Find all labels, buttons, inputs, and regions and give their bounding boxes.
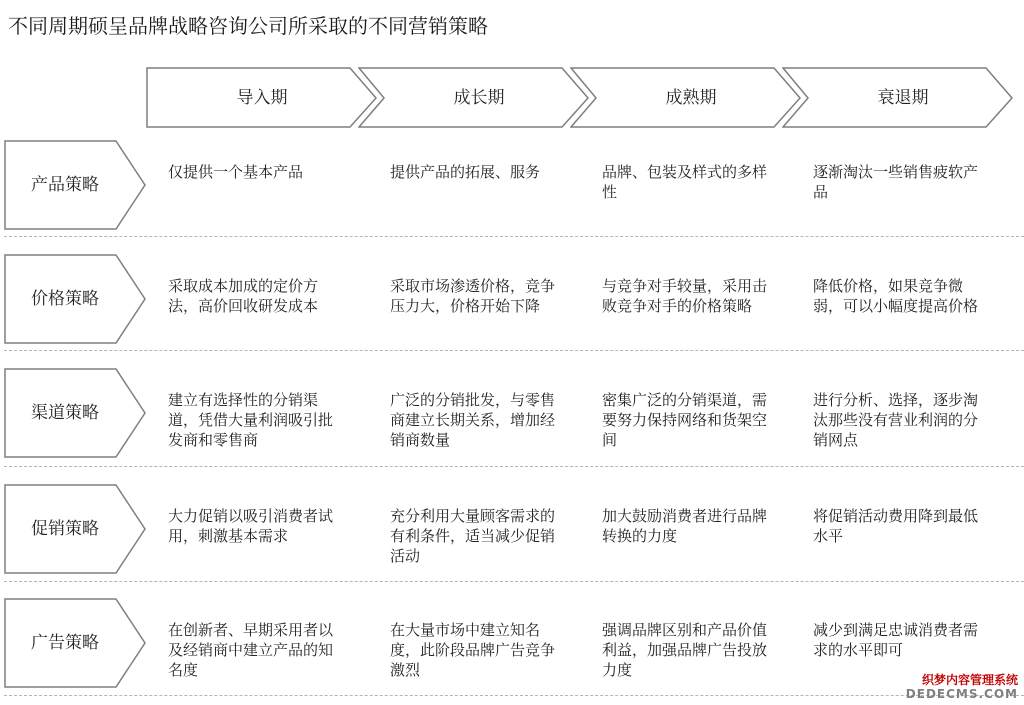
strategy-cell: 充分利用大量顾客需求的有利条件，适当减少促销活动 bbox=[390, 507, 556, 565]
row-divider bbox=[4, 236, 1024, 237]
strategy-label: 渠道策略 bbox=[31, 403, 99, 423]
strategy-cell: 仅提供一个基本产品 bbox=[168, 163, 304, 181]
row-divider bbox=[4, 695, 1024, 696]
phase-label: 衰退期 bbox=[877, 88, 929, 108]
strategy-label: 广告策略 bbox=[31, 633, 99, 653]
strategy-cell: 采取市场渗透价格，竞争压力大，价格开始下降 bbox=[390, 277, 556, 315]
strategy-cell: 采取成本加成的定价方法，高价回收研发成本 bbox=[168, 277, 319, 315]
diagram-title: 不同周期硕呈品牌战略咨询公司所采取的不同营销策略 bbox=[8, 14, 488, 38]
phase-label: 导入期 bbox=[236, 88, 288, 108]
strategy-cell: 加大鼓励消费者进行品牌转换的力度 bbox=[602, 507, 768, 545]
strategy-cell: 在大量市场中建立知名度，此阶段品牌广告竞争激烈 bbox=[390, 621, 556, 679]
strategy-cell: 大力促销以吸引消费者试用，刺激基本需求 bbox=[168, 507, 334, 545]
strategy-cell: 逐渐淘汰一些销售疲软产品 bbox=[813, 163, 979, 201]
strategy-pentagon bbox=[4, 254, 146, 344]
strategy-cell: 建立有选择性的分销渠道，凭借大量利润吸引批发商和零售商 bbox=[168, 391, 334, 449]
watermark-line1: 织梦内容管理系统 bbox=[921, 673, 1018, 687]
strategy-pentagon bbox=[4, 484, 146, 574]
strategy-label: 产品策略 bbox=[31, 175, 99, 195]
phase-1 bbox=[146, 67, 378, 129]
watermark-line2: DEDECMS.COM bbox=[905, 687, 1018, 701]
strategy-cell: 在创新者、早期采用者以及经销商中建立产品的知名度 bbox=[168, 621, 334, 679]
strategy-cell: 减少到满足忠诚消费者需求的水平即可 bbox=[813, 621, 979, 659]
strategy-cell: 品牌、包装及样式的多样性 bbox=[602, 163, 768, 201]
strategy-cell: 强调品牌区别和产品价值利益，加强品牌广告投放力度 bbox=[602, 621, 768, 679]
phase-label: 成长期 bbox=[453, 88, 505, 108]
strategy-cell: 进行分析、选择，逐步淘汰那些没有营业利润的分销网点 bbox=[813, 391, 979, 449]
phase-2 bbox=[358, 67, 590, 129]
strategy-pentagon bbox=[4, 598, 146, 688]
strategy-cell: 提供产品的拓展、服务 bbox=[390, 163, 541, 181]
row-divider bbox=[4, 581, 1024, 582]
row-divider bbox=[4, 350, 1024, 351]
strategy-label: 价格策略 bbox=[31, 289, 99, 309]
row-divider bbox=[4, 466, 1024, 467]
strategy-cell: 与竞争对手较量，采用击败竞争对手的价格策略 bbox=[602, 277, 768, 315]
phase-label: 成熟期 bbox=[665, 88, 717, 108]
phase-4 bbox=[782, 67, 1014, 129]
phase-3 bbox=[570, 67, 802, 129]
strategy-cell: 广泛的分销批发，与零售商建立长期关系，增加经销商数量 bbox=[390, 391, 556, 449]
strategy-pentagon bbox=[4, 368, 146, 458]
strategy-cell: 密集广泛的分销渠道，需要努力保持网络和货架空间 bbox=[602, 391, 768, 449]
strategy-label: 促销策略 bbox=[31, 519, 99, 539]
strategy-cell: 将促销活动费用降到最低水平 bbox=[813, 507, 979, 545]
watermark bbox=[906, 673, 1018, 701]
strategy-cell: 降低价格，如果竞争微弱，可以小幅度提高价格 bbox=[813, 277, 979, 315]
strategy-pentagon bbox=[4, 140, 146, 230]
